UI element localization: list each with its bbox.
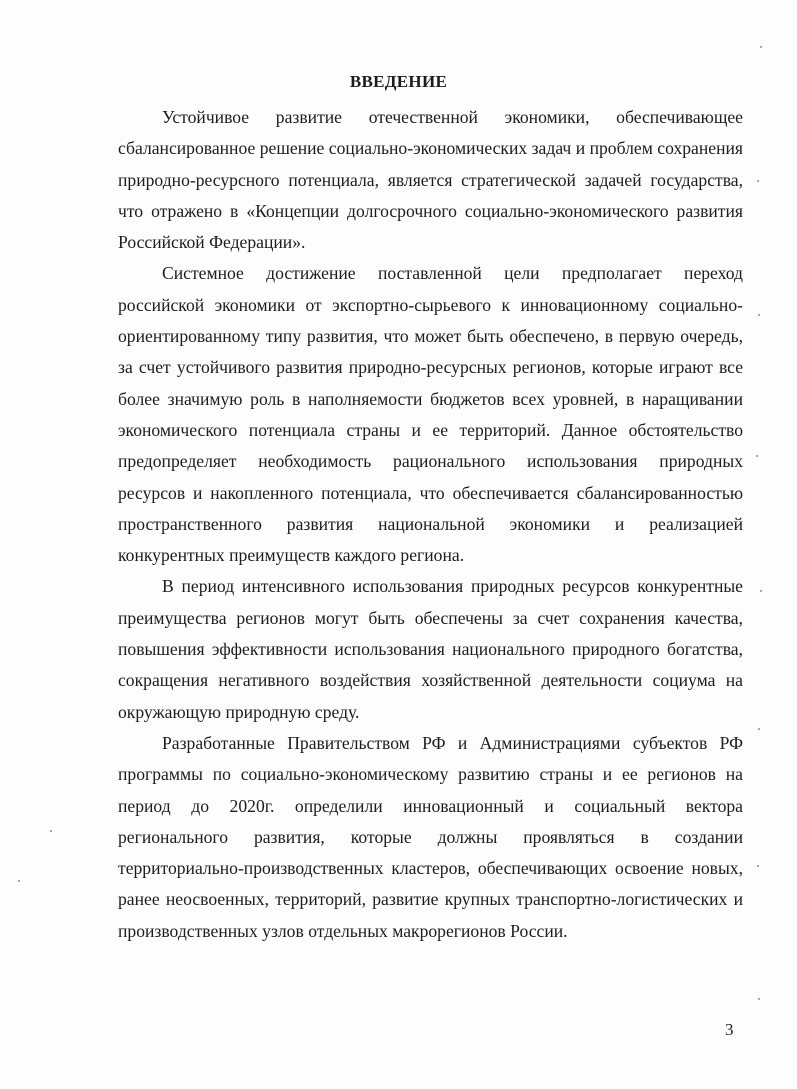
scan-speck (756, 455, 758, 457)
scan-speck (758, 998, 760, 1000)
scan-speck (757, 180, 759, 182)
scan-speck (758, 314, 760, 316)
page-title: ВВЕДЕНИЕ (349, 72, 448, 91)
scan-speck (760, 46, 762, 48)
body-text (118, 102, 743, 947)
scan-speck (18, 880, 20, 882)
scan-speck (760, 590, 762, 592)
paragraph-3: В период интенсивного использования природных ресурсов конкурентные преимущества регионов могут быть обеспечены за счет сохранения качества, повышения эффективности использования национального природного богатства, сокращения негативного воздействия хозяйственной деятельности социума на окружающую природную среду. (118, 576, 743, 722)
page-number: 3 (725, 1020, 734, 1039)
scan-speck (50, 830, 52, 832)
paragraph-2: Системное достижение поставленной цели предполагает переход российской экономики от экспортно-сырьевого к инновационному социально-ориентированному типу развития, что может быть обеспечено, в первую очередь, за счет устойчивого развития природно-ресурсных регионов, которые играют все более значимую роль в наполняемости бюджетов всех уровней, в наращивании экономического потенциала страны и ее территорий. Данное обстоятельство предопределяет необходимость рационального использования природных ресурсов и накопленного потенциала, что обеспечивается сбалансированностью пространственного развития национальной экономики и реализацией конкурентных преимуществ каждого региона. (118, 263, 743, 566)
paragraph-1: Устойчивое развитие отечественной экономики, обеспечивающее сбалансированное решение социально-экономических задач и проблем сохранения природно-ресурсного потенциала, является стратегической задачей государства, что отражено в «Концепции долгосрочного социально-экономического развития Российской Федерации». (118, 107, 743, 253)
paragraph-4: Разработанные Правительством РФ и Администрациями субъектов РФ программы по социально-экономическому развитию страны и ее регионов на период до 2020г. определили инновационный и социальный вектора регионального развития, которые должны проявляться в создании территориально-производственных кластеров, обеспечивающих освоение новых, ранее неосвоенных, территорий, развитие крупных транспортно-логистических и производственных узлов отдельных макрорегионов России. (118, 732, 743, 941)
scan-speck (757, 865, 759, 867)
scan-speck (758, 728, 760, 730)
